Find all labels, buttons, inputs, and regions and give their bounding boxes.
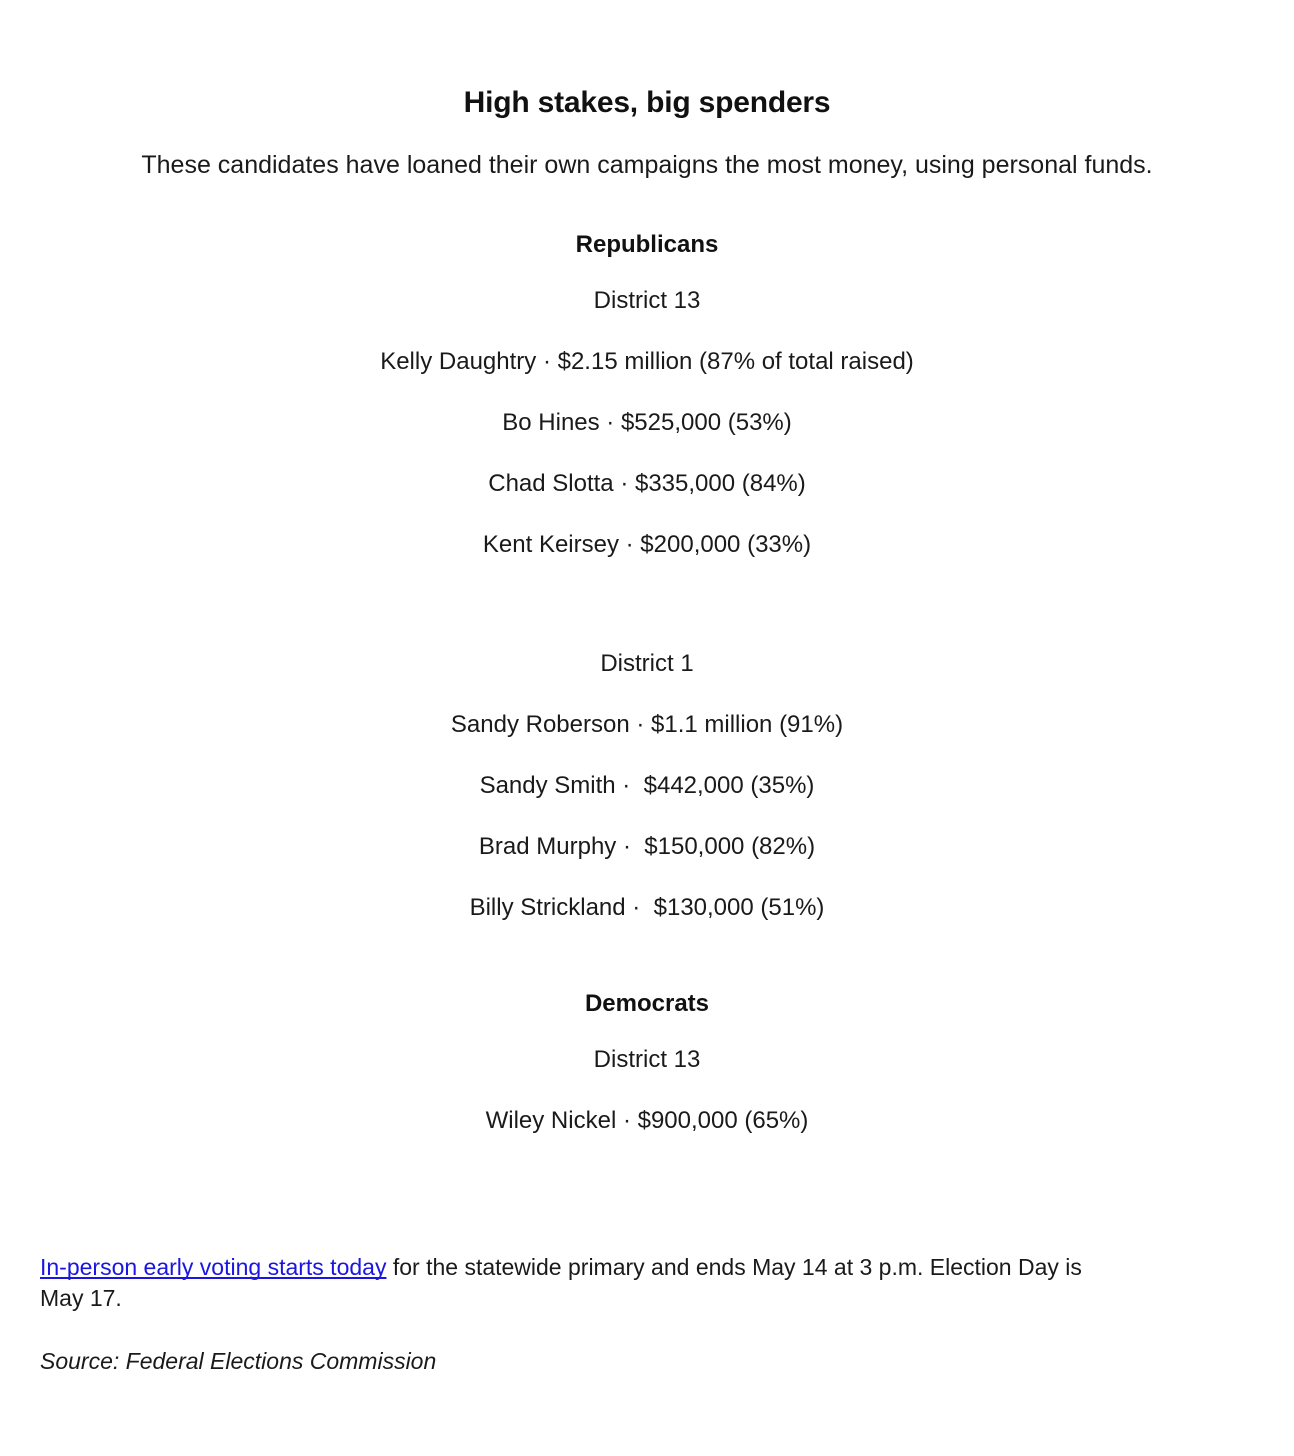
district-label: District 13 bbox=[593, 1045, 701, 1073]
page-title: High stakes, big spenders bbox=[463, 86, 831, 119]
candidate-listing bbox=[40, 182, 1254, 1136]
party-block bbox=[40, 230, 1254, 923]
candidate-entry: Kent Keirsey · $200,000 (33%) bbox=[482, 530, 812, 558]
party-heading: Republicans bbox=[575, 230, 719, 258]
source-credit: Source: Federal Elections Commission bbox=[40, 1348, 437, 1375]
candidate-entry: Wiley Nickel · $900,000 (65%) bbox=[485, 1106, 809, 1134]
candidate-entry: Brad Murphy · $150,000 (82%) bbox=[478, 832, 816, 860]
voting-note-rest: for the statewide primary and ends May 14 at 3 p.m. Election Day is May 17. bbox=[40, 1254, 1082, 1311]
candidate-entry: Bo Hines · $525,000 (53%) bbox=[502, 408, 792, 436]
district-group bbox=[40, 560, 1254, 923]
footer bbox=[40, 1252, 1254, 1377]
page-subtitle: These candidates have loaned their own campaigns the most money, using personal funds. bbox=[141, 151, 1153, 179]
candidate-entry: Kelly Daughtry · $2.15 million (87% of total raised) bbox=[380, 347, 914, 375]
candidate-entry: Chad Slotta · $335,000 (84%) bbox=[488, 469, 806, 497]
voting-note bbox=[40, 1252, 1100, 1313]
party-block bbox=[40, 923, 1254, 1136]
party-heading: Democrats bbox=[584, 989, 710, 1017]
candidate-entry: Billy Strickland · $130,000 (51%) bbox=[469, 893, 825, 921]
district-group bbox=[40, 260, 1254, 560]
early-voting-link[interactable]: In-person early voting starts today bbox=[40, 1254, 387, 1280]
district-label: District 1 bbox=[600, 649, 694, 677]
district-group bbox=[40, 1019, 1254, 1136]
district-label: District 13 bbox=[593, 286, 701, 314]
candidate-entry: Sandy Smith · $442,000 (35%) bbox=[479, 771, 815, 799]
candidate-entry: Sandy Roberson · $1.1 million (91%) bbox=[450, 710, 844, 738]
